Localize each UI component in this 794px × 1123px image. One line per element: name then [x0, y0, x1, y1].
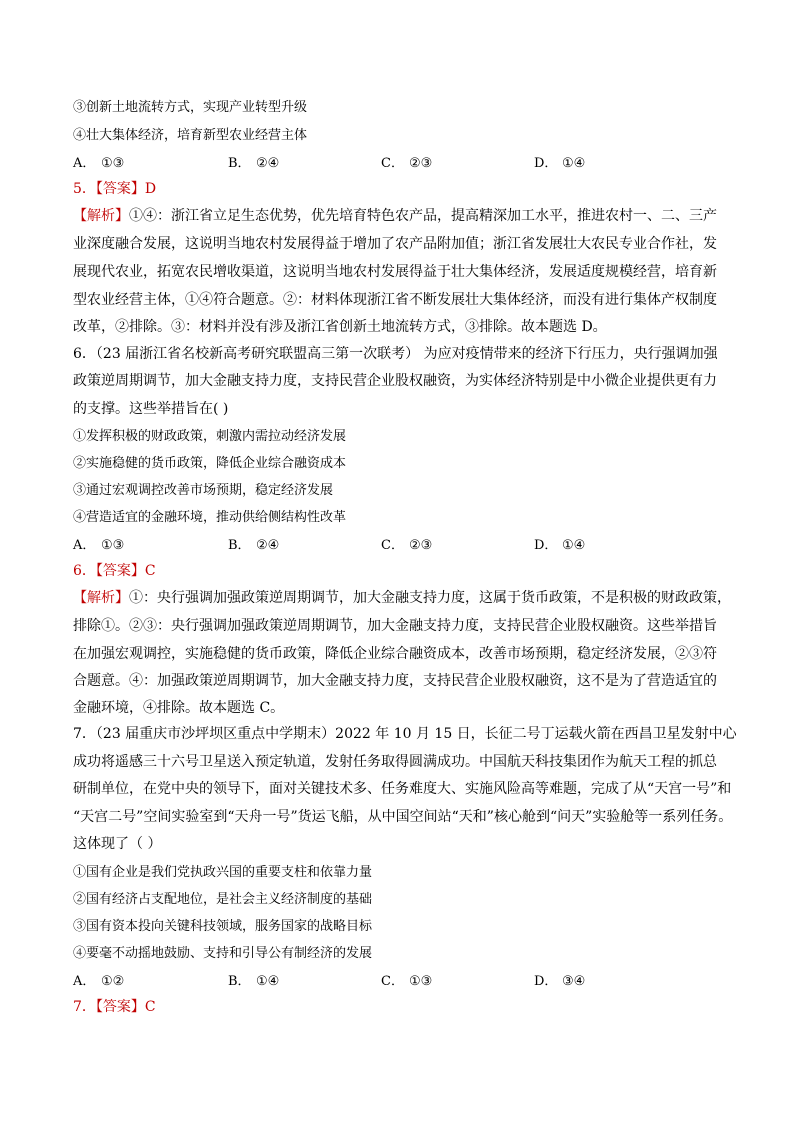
q5-option-4: ④壮大集体经济，培育新型农业经营主体	[73, 128, 308, 143]
q6-option-1: ①发挥积极的财政政策，刺激内需拉动经济发展	[73, 429, 347, 444]
q7-stem-line-5: 这体现了（ ）	[73, 836, 162, 852]
q7-option-2: ②国有经济占支配地位，是社会主义经济制度的基础	[73, 892, 373, 907]
q5-analysis-line-4: 型农业经营主体，①④符合题意。②：材料体现浙江省不断发展壮大集体经济，而没有进行集体产权制度	[73, 292, 717, 308]
q5-analysis-line-5: 改革，②排除。③：材料并没有涉及浙江省创新土地流转方式，③排除。故本题选 D。	[73, 319, 607, 335]
q6-analysis-line-4: 合题意。④：加强政策逆周期调节，加大金融支持力度，支持民营企业股权融资，这不是为了营造适宜的	[73, 673, 717, 689]
q5-answer: 5．【答案】D	[73, 181, 157, 197]
q5-analysis-line-2: 业深度融合发展，这说明当地农村发展得益于增加了农产品附加值；浙江省发展壮大农民专业合作社，发	[73, 236, 717, 252]
q7-stem-line-4: “天宫二号”空间实验室到“天舟一号”货运飞船，从中国空间站“天和”核心舱到“问天”实验舱等一系列任务。	[73, 809, 733, 825]
q7-stem-line-3: 研制单位，在党中央的领导下，面对关键技术多、任务难度大、实施风险高等难题，完成了从“天宫一号”和	[73, 781, 732, 797]
q7-choice-c: C． ①③	[381, 974, 433, 989]
q6-choice-c: C． ②③	[381, 538, 433, 553]
q7-choice-b: B． ①④	[228, 974, 280, 989]
q5-choices	[73, 152, 733, 170]
q6-analysis-line-3: 在加强宏观调控，实施稳健的货币政策，降低企业综合融资成本，改善市场预期，稳定经济发展，②③符	[73, 646, 717, 662]
q6-stem-line-2: 政策逆周期调节，加大金融支持力度，支持民营企业股权融资，为实体经济特别是中小微企业提供更有力	[73, 373, 717, 389]
q5-analysis-line-1: 【解析】①④：浙江省立足生态优势，优先培育特色农产品，提高精深加工水平，推进农村一、二、三产	[73, 208, 717, 224]
q6-choice-b: B． ②④	[228, 538, 280, 553]
q7-stem-line-1: 7．（23 届重庆市沙坪坝区重点中学期末）2022 年 10 月 15 日，长征二号丁运载火箭在西昌卫星发射中心	[73, 726, 737, 742]
q6-option-3: ③通过宏观调控改善市场预期，稳定经济发展	[73, 483, 334, 498]
q6-answer: 6．【答案】C	[73, 563, 156, 579]
q5-choice-b: B． ②④	[228, 156, 280, 171]
q7-option-1: ①国有企业是我们党执政兴国的重要支柱和依靠力量	[73, 865, 373, 880]
q6-choice-d: D． ①④	[534, 538, 586, 553]
q6-choices	[73, 534, 733, 552]
q7-choices	[73, 970, 733, 988]
q7-answer: 7．【答案】C	[73, 999, 156, 1015]
q5-option-3: ③创新土地流转方式，实现产业转型升级	[73, 100, 308, 115]
q6-option-2: ②实施稳健的货币政策，降低企业综合融资成本	[73, 456, 347, 471]
q6-stem-line-3: 的支撑。这些举措旨在( )	[73, 401, 229, 417]
q7-choice-a: A． ①②	[73, 974, 125, 989]
q7-option-4: ④要毫不动摇地鼓励、支持和引导公有制经济的发展	[73, 946, 373, 961]
q7-option-3: ③国有资本投向关键科技领域，服务国家的战略目标	[73, 919, 373, 934]
q6-analysis-line-2: 排除①。②③：央行强调加强政策逆周期调节，加大金融支持力度，支持民营企业股权融资。这些举措旨	[73, 618, 717, 634]
q5-analysis-line-3: 展现代农业，拓宽农民增收渠道，这说明当地农村发展得益于壮大集体经济，发展适度规模经营，培育新	[73, 264, 717, 280]
q6-analysis-tag: 【解析】	[73, 590, 129, 606]
q6-choice-a: A． ①③	[73, 538, 125, 553]
q7-stem-line-2: 成功将遥感三十六号卫星送入预定轨道，发射任务取得圆满成功。中国航天科技集团作为航天工程的抓总	[73, 754, 717, 770]
q5-choice-d: D． ①④	[534, 156, 586, 171]
q6-analysis-line-5: 金融环境，④排除。故本题选 C。	[73, 700, 285, 716]
q5-choice-a: A． ①③	[73, 156, 125, 171]
q5-choice-c: C． ②③	[381, 156, 433, 171]
q7-choice-d: D． ③④	[534, 974, 586, 989]
q6-option-4: ④营造适宜的金融环境，推动供给侧结构性改革	[73, 510, 347, 525]
q6-stem-line-1: 6．（23 届浙江省名校新高考研究联盟高三第一次联考） 为应对疫情带来的经济下行压力，央行强调加强	[73, 346, 718, 362]
q5-analysis-tag: 【解析】	[73, 208, 129, 224]
q6-analysis-line-1: 【解析】①：央行强调加强政策逆周期调节，加大金融支持力度，这属于货币政策，不是积极的财政政策，	[73, 590, 731, 606]
